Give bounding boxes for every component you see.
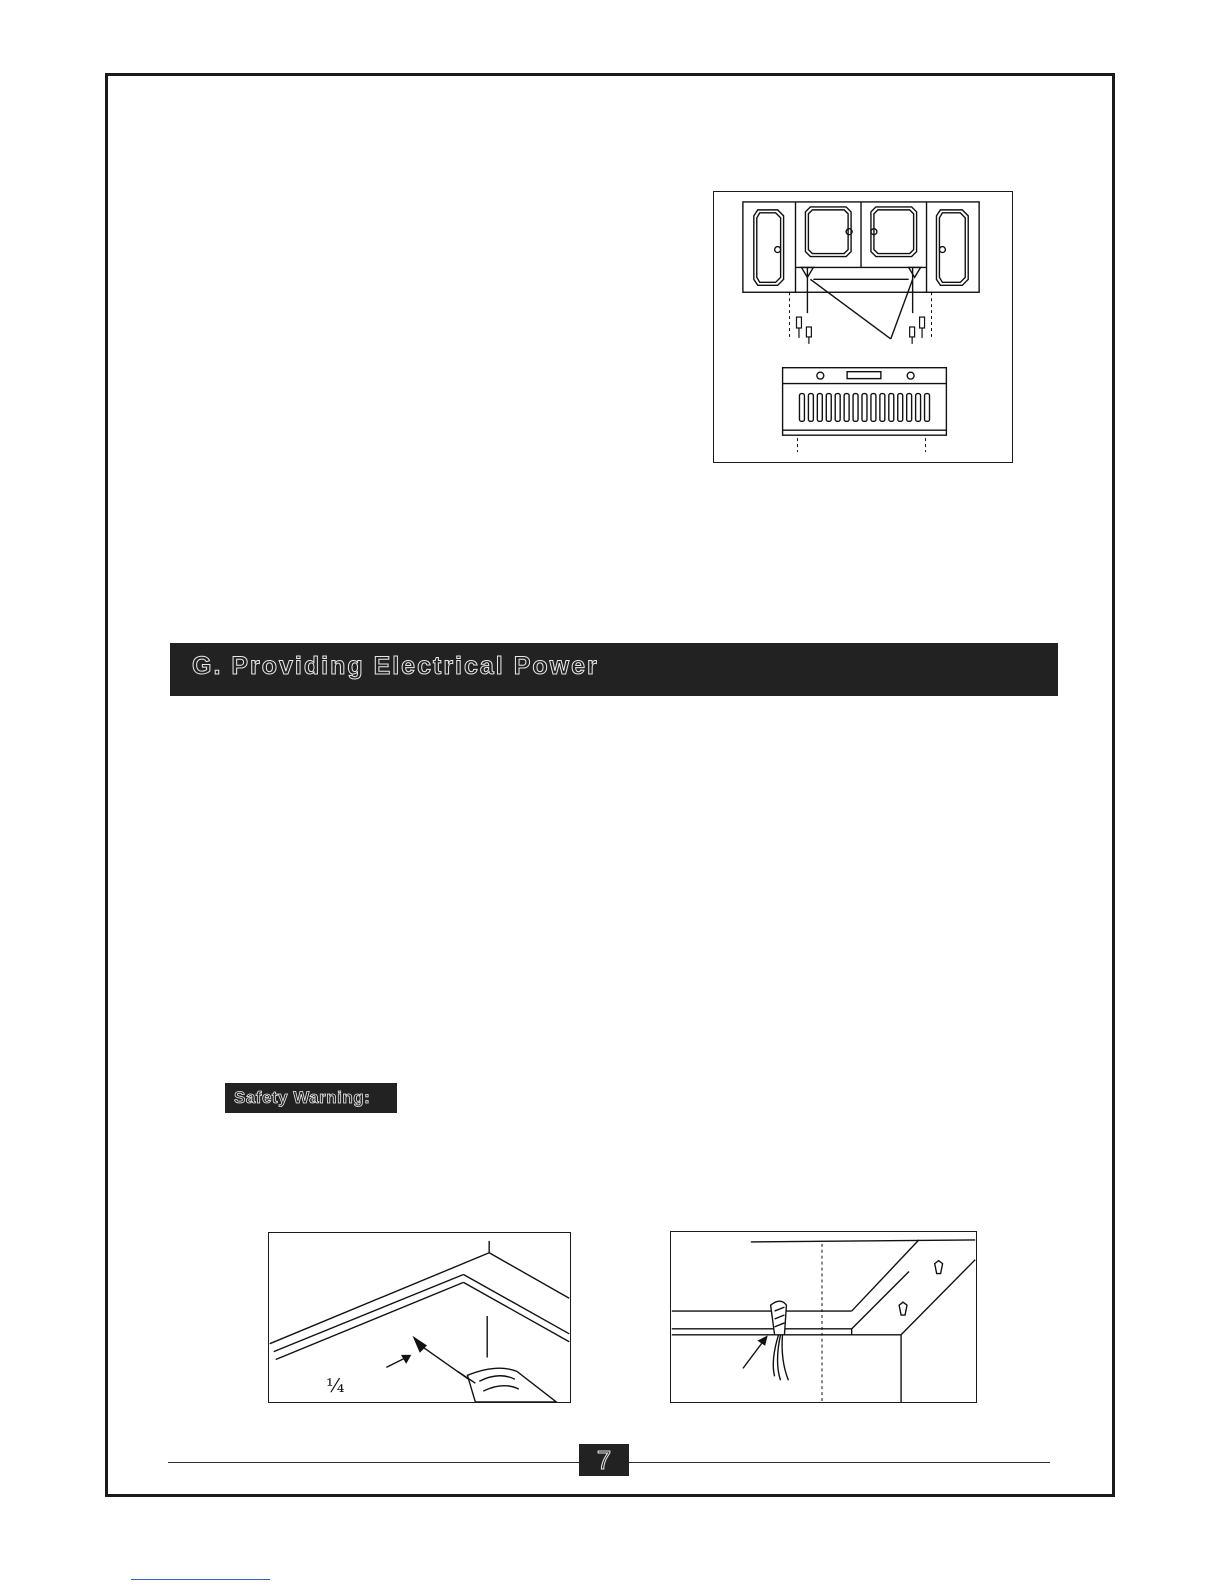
drill-hole-figure bbox=[268, 1232, 571, 1403]
wiring-illustration bbox=[671, 1232, 976, 1402]
safety-warning-badge bbox=[225, 1083, 397, 1113]
footer-rule-right bbox=[629, 1462, 1050, 1463]
footer-rule-left bbox=[168, 1462, 579, 1463]
bottom-link-underline bbox=[131, 1579, 270, 1580]
cabinet-hood-illustration bbox=[714, 192, 1012, 462]
wiring-cabinet-figure bbox=[670, 1231, 977, 1403]
safety-warning-label: Safety Warning: bbox=[234, 1088, 371, 1107]
cabinet-mounting-figure bbox=[713, 191, 1013, 463]
page-number: 7 bbox=[579, 1444, 629, 1476]
section-heading-bar bbox=[170, 643, 1058, 696]
section-title: G. Providing Electrical Power bbox=[192, 652, 599, 680]
drill-size-label: ¼ bbox=[326, 1375, 345, 1397]
drill-illustration bbox=[269, 1233, 570, 1402]
